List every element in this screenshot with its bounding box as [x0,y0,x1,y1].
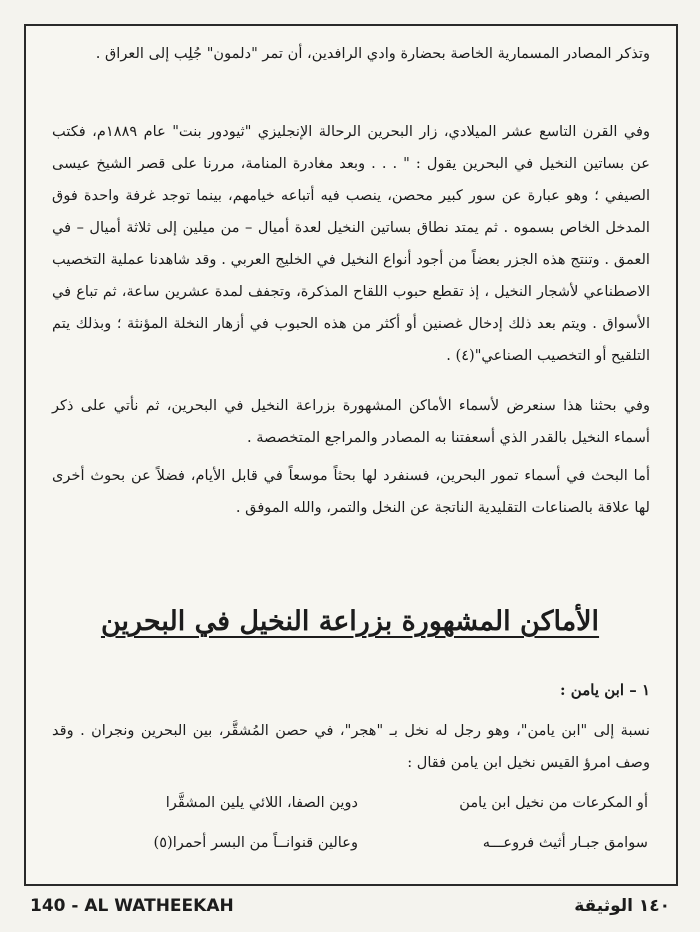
paragraph-2-text: وفي القرن التاسع عشر الميلادي، زار البحرين الرحالة الإنجليزي "ثيودور بنت" عام ١٨٨٩م، فكتب عن بساتين النخيل في البحرين يقول : " . . . وبعد مغادرة المنامة، مررنا على قصر الشيخ عيسى الصيفي ؛ وهو عبارة عن سور كبير محصن، ينصب فيه أتباعه خيامهم، بينما توجد غرفة واحدة فوق المدخل الخاص بسموه . ثم يمتد نطاق بساتين النخيل لعدة أميال – من ميلين إلى ثلاثة أميال – في العمق . وتنتج هذه الجزر بعضاً من أجود أنواع النخيل في الخليج العربي . وقد شاهدنا عملية التخصيب الاصطناعي لأشجار النخيل ، إذ تقطع حبوب اللقاح المذكرة، وتجفف لمدة عشرين ساعة، ثم تباع في الأسواق . ويتم بعد ذلك إدخال غصنين أو أكثر من هذه الحبوب في أزهار النخلة المؤنثة ؛ وبذلك يتم التلقيح أو التخصيب الصناعي"(٤) . [52,123,651,364]
paragraph-4-text: أما البحث في أسماء تمور البحرين، فسنفرد لها بحثاً موسعاً في قابل الأيام، فضلاً عن بحوث أخرى لها علاقة بالصناعات التقليدية الناتجة عن النخل والتمر، والله الموفق . [52,467,650,516]
subheading: ١ – ابن يامن : [560,681,650,699]
poem-verse [80,786,648,820]
paragraph-2 [52,116,650,372]
poem-verse [80,826,648,860]
page-footer [0,886,700,932]
verse-second-hemistich: وعالين قنوانــاً من البسر أحمرا(٥) [153,834,358,851]
verse-first-hemistich: سوامق جبـار أثيث فروعـــه [482,834,648,851]
verse-first-hemistich: أو المكرعات من نخيل ابن يامن [459,794,648,811]
paragraph-3-text: وفي بحثنا هذا سنعرض لأسماء الأماكن المشهورة بزراعة النخيل في البحرين، ثم نأتي على ذكر أسماء النخيل بالقدر الذي أسعفتنا به المصادر والمراجع المتخصصة . [52,397,650,446]
section-heading [40,600,660,644]
paragraph-5 [52,715,650,779]
section-heading-text: الأماكن المشهورة بزراعة النخيل في البحرين [100,606,600,637]
paragraph-3 [52,390,650,454]
footer-page-number-latin: 140 - AL WATHEEKAH [30,896,234,916]
footer-page-number-arabic: ١٤٠ الوثيقة [574,896,670,916]
paragraph-1-text: وتذكر المصادر المسمارية الخاصة بحضارة وادي الرافدين، أن تمر "دلمون" جُلِب إلى العراق . [95,45,650,62]
paragraph-5-text: نسبة إلى "ابن يامن"، وهو رجل له نخل بـ "هجر"، في حصن المُشقَّر، بين البحرين ونجران . وقد وصف امرؤ القيس نخيل ابن يامن فقال : [52,722,650,771]
paragraph-1 [52,38,650,70]
paragraph-4 [52,460,650,524]
verse-second-hemistich: دوين الصفا، اللائي يلين المشقَّرا [165,794,358,811]
